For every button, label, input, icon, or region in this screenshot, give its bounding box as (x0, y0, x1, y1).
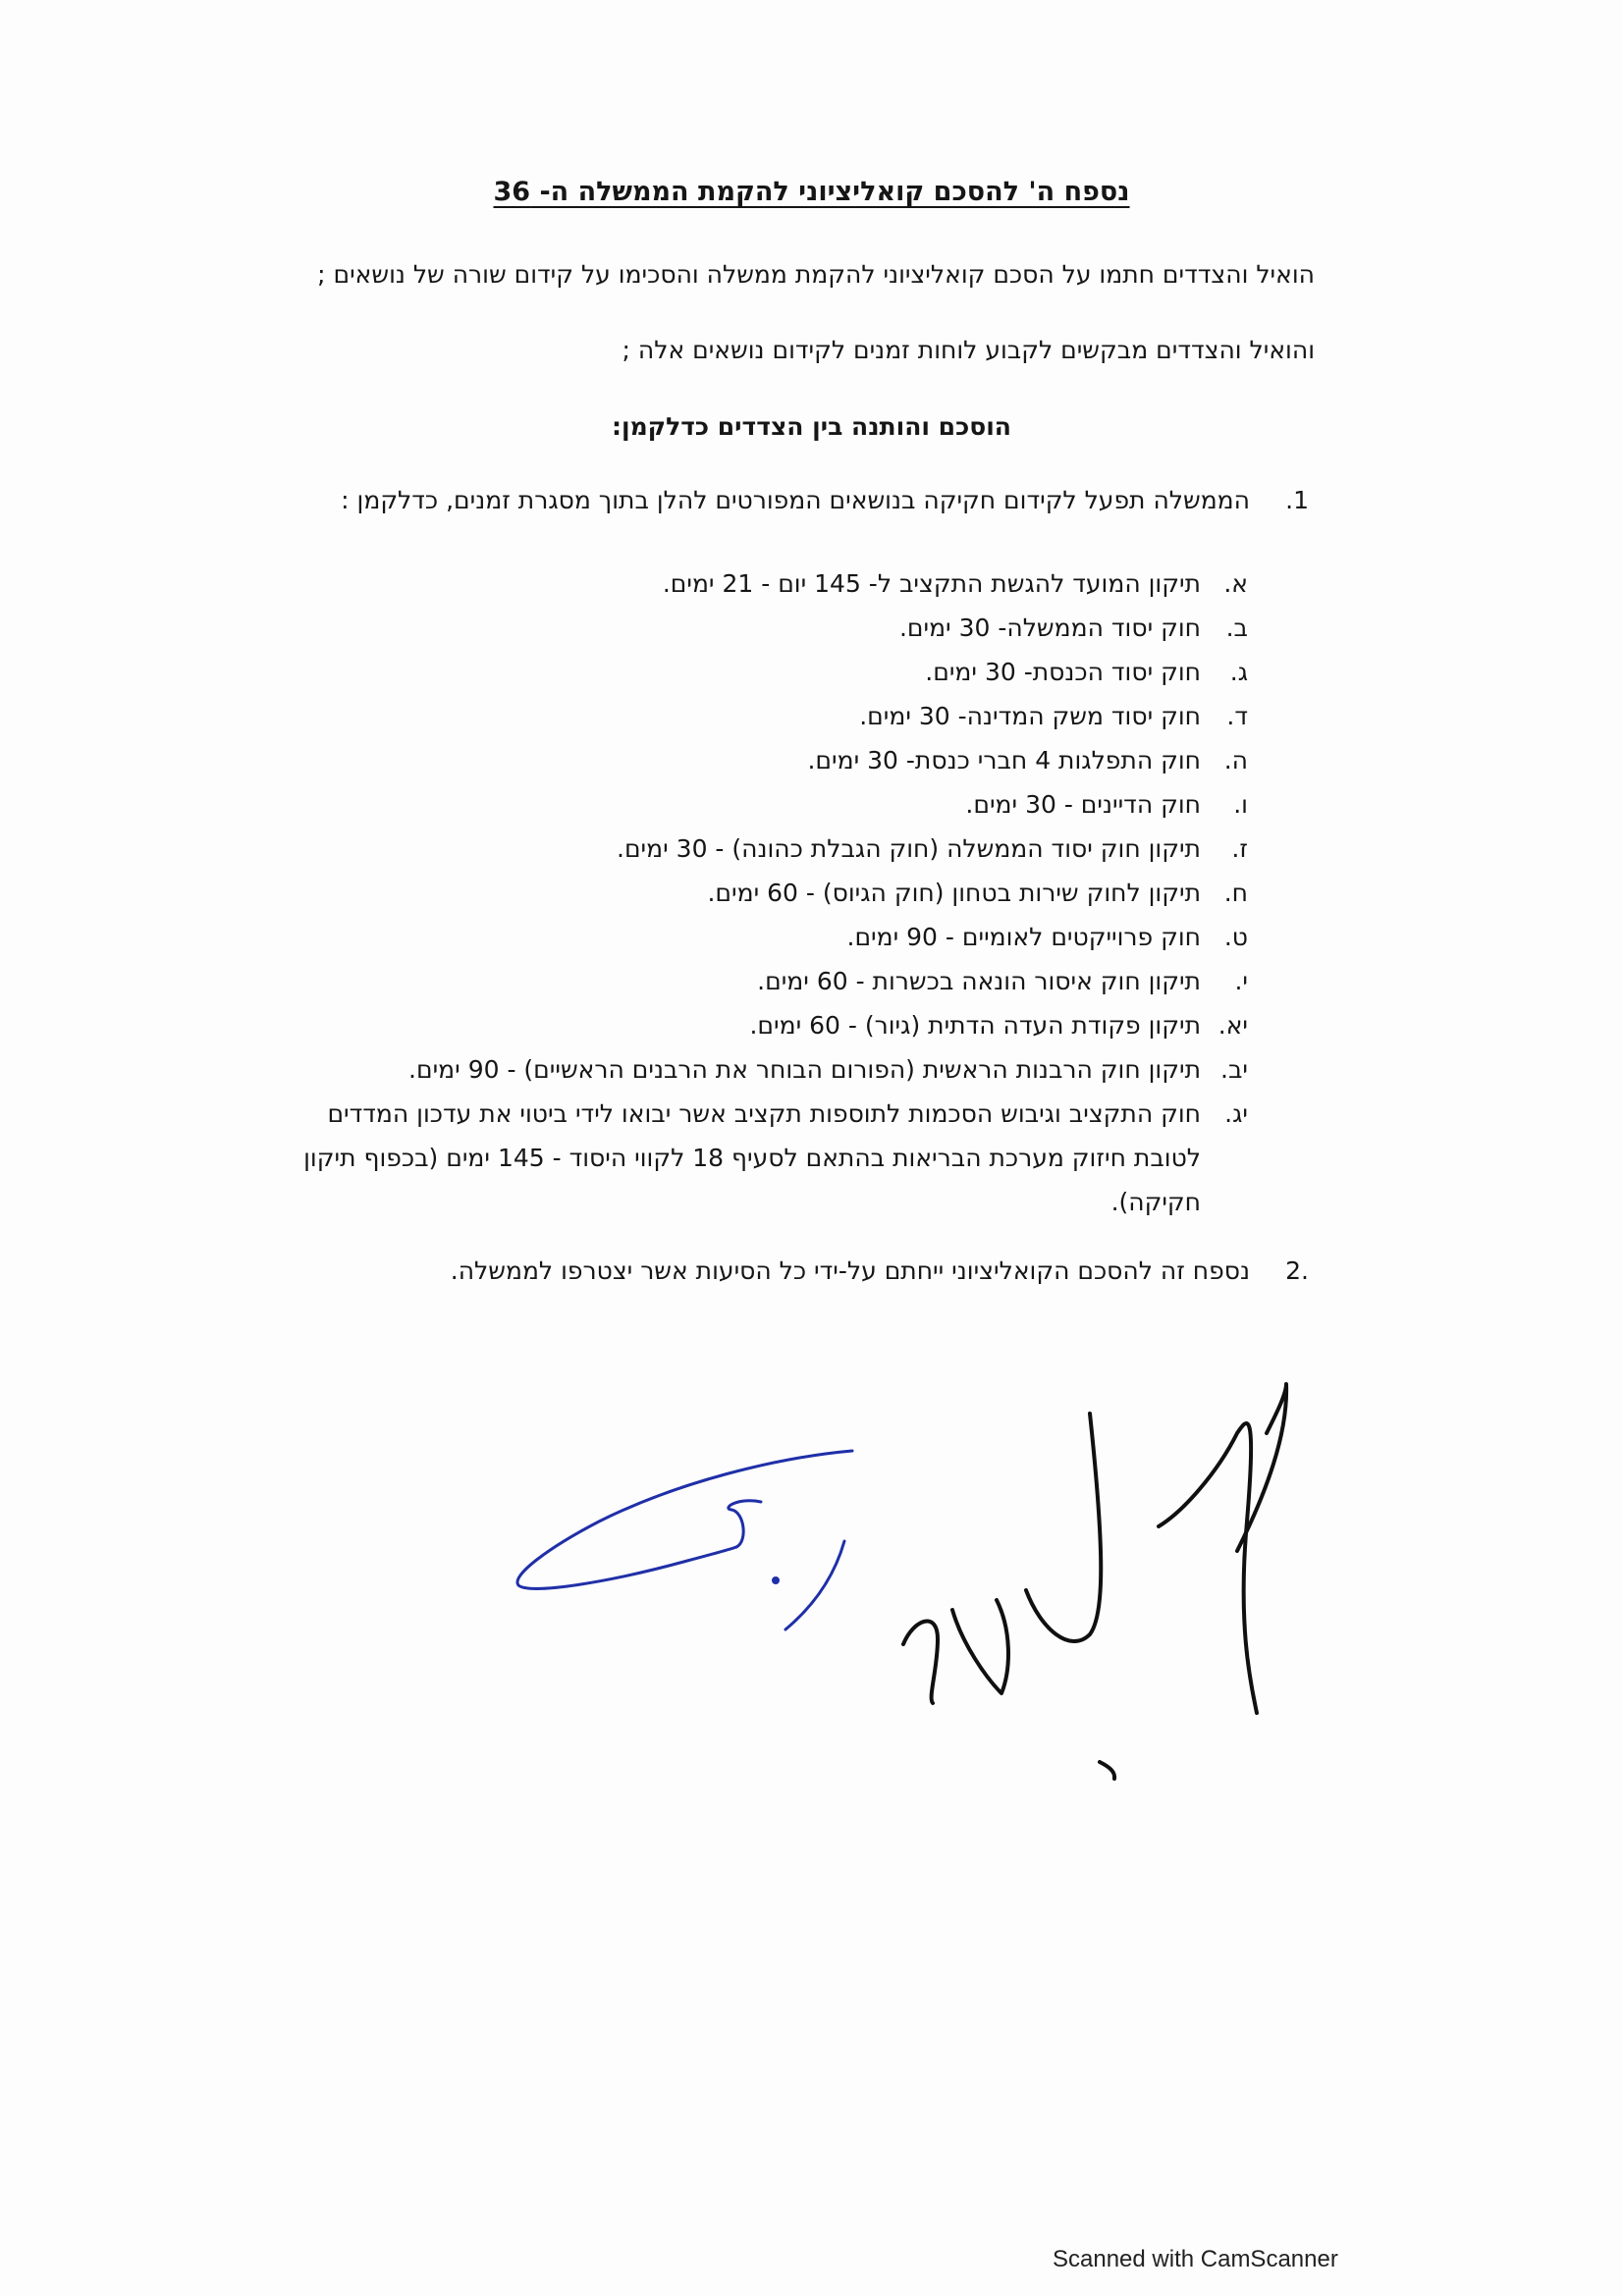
blue-signature (517, 1451, 852, 1629)
list-item (266, 827, 1248, 871)
item-text: חוק יסוד הממשלה- 30 ימים. (898, 614, 1201, 642)
item-text: תיקון חוק הרבנות הראשית (הפורום הבוחר את הרבנים הראשיים) - 90 ימים. (408, 1055, 1201, 1084)
clause-1-text: הממשלה תפעל לקידום חקיקה בנושאים המפורטים להלן בתוך מסגרת זמנים, כדלקמן : (341, 486, 1250, 514)
list-item (266, 782, 1248, 827)
list-item (266, 561, 1248, 606)
list-item (266, 915, 1248, 959)
list-item (266, 959, 1248, 1003)
list-item (266, 1047, 1248, 1092)
item-letter: ו. (1233, 790, 1248, 819)
preamble-line-2: והואיל והצדדים מבקשים לקבוע לוחות זמנים לקידום נושאים אלה ; (622, 336, 1315, 364)
item-text: חוק התפלגות 4 חברי כנסת- 30 ימים. (807, 746, 1201, 774)
list-item (266, 871, 1248, 915)
signatures-area (491, 1374, 1434, 1806)
item-text: תיקון פקודת העדה הדתית (גיור) - 60 ימים. (749, 1011, 1201, 1040)
document-title: נספח ה' להסכם קואליציוני להקמת הממשלה ה- 36 (493, 177, 1130, 207)
item-letter: ג. (1229, 658, 1248, 686)
list-item (266, 606, 1248, 650)
item-text: חוק יסוד משק המדינה- 30 ימים. (859, 702, 1201, 730)
agreed-heading: הוסכם והותנה בין הצדדים כדלקמן: (612, 412, 1011, 441)
list-item (258, 1092, 1248, 1224)
item-text: תיקון המועד להגשת התקציב ל- 145 יום - 21 ימים. (662, 569, 1201, 598)
item-letter: ט. (1223, 923, 1248, 951)
item-text: תיקון לחוק שירות בטחון (חוק הגיוס) - 60 ימים. (707, 879, 1201, 907)
scanner-watermark: Scanned with CamScanner (1053, 2246, 1338, 2272)
clause-2-number: .2 (1285, 1256, 1309, 1285)
item-letter: א. (1223, 569, 1248, 598)
preamble-line-1: הואיל והצדדים חתמו על הסכם קואליציוני להקמת ממשלה והסכימו על קידום שורה של נושאים ; (317, 260, 1315, 289)
list-item (266, 650, 1248, 694)
black-signature (903, 1384, 1286, 1779)
item-text: תיקון חוק יסוד הממשלה (חוק הגבלת כהונה) - 30 ימים. (617, 834, 1201, 863)
list-item (266, 1003, 1248, 1047)
item-text: חוק פרוייקטים לאומיים - 90 ימים. (846, 923, 1201, 951)
clause-2-text: נספח זה להסכם הקואליציוני ייחתם על-ידי כל הסיעות אשר יצטרפו לממשלה. (450, 1256, 1250, 1285)
legislation-list (266, 561, 1248, 1224)
item-text: חוק הדיינים - 30 ימים. (965, 790, 1201, 819)
item-letter: ז. (1231, 834, 1248, 863)
clause-1 (219, 486, 1309, 514)
clause-2 (219, 1256, 1309, 1285)
item-letter: יב. (1220, 1055, 1248, 1084)
item-text: חוק התקציב וגיבוש הסכמות לתוספות תקציב אשר יבואו לידי ביטוי את עדכון המדדים לטובת חיזוק מערכת הבריאות בהתאם לסעיף 18 לקווי היסוד - 145 ימים (בכפוף תיקון חקיקה). (303, 1099, 1201, 1216)
list-item (266, 694, 1248, 738)
item-letter: ד. (1226, 702, 1248, 730)
item-letter: ה. (1223, 746, 1248, 774)
item-letter: יג. (1224, 1099, 1248, 1128)
item-letter: ח. (1223, 879, 1248, 907)
item-text: חוק יסוד הכנסת- 30 ימים. (925, 658, 1201, 686)
item-letter: ב. (1225, 614, 1248, 642)
item-letter: י. (1234, 967, 1248, 995)
item-text: תיקון חוק איסור הונאה בכשרות - 60 ימים. (757, 967, 1201, 995)
clause-1-number: 1. (1285, 486, 1309, 514)
item-letter: יא. (1217, 1011, 1248, 1040)
list-item (266, 738, 1248, 782)
